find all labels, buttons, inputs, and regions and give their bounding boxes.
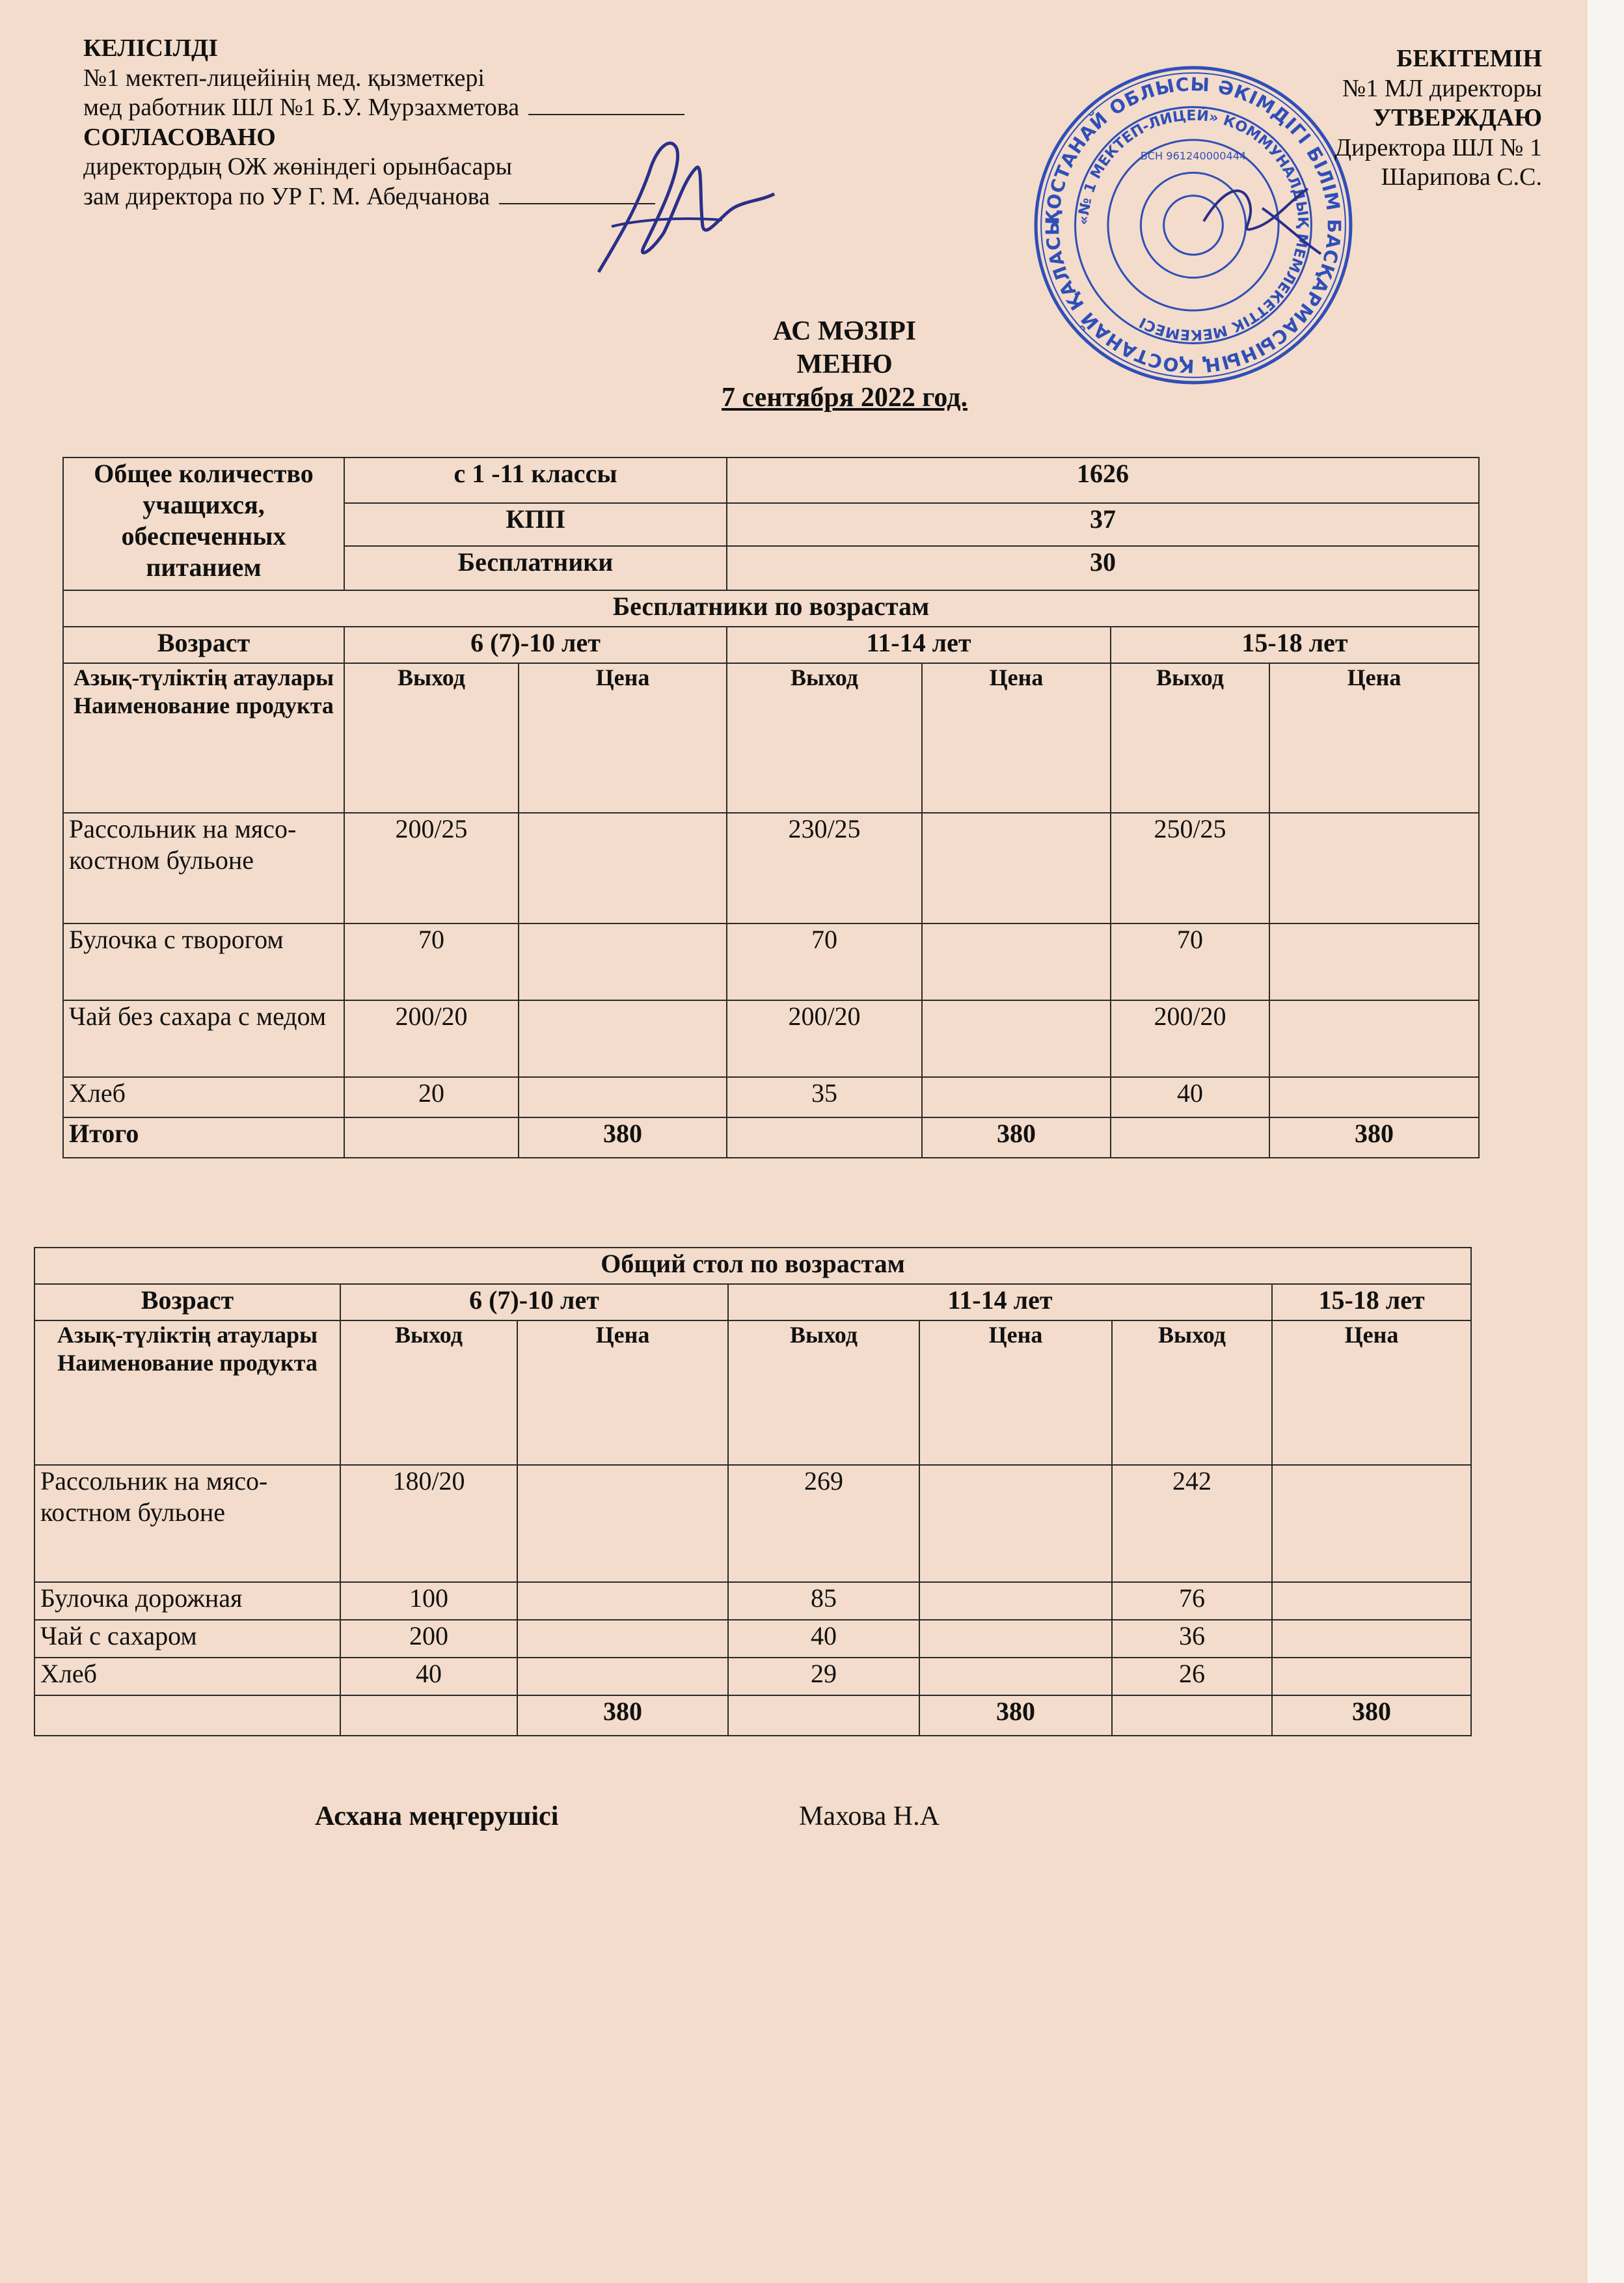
table-row	[34, 1465, 1471, 1582]
agreed-line-4-text: зам директора по УР Г. М. Абедчанова	[83, 182, 490, 210]
price-cell	[922, 813, 1111, 923]
col-price: Цена	[517, 1320, 728, 1465]
title-date: 7 сентября 2022 год.	[722, 383, 968, 413]
row-value: 1626	[727, 458, 1479, 503]
col-price: Цена	[1269, 663, 1479, 813]
price-cell	[517, 1620, 728, 1658]
total-value: 380	[922, 1117, 1111, 1158]
product-name: Чай без сахара с медом	[63, 1000, 344, 1077]
approved-line-3: Шарипова С.С.	[1381, 163, 1542, 191]
out-value: 70	[1111, 923, 1269, 1000]
age-label: Возраст	[34, 1284, 340, 1320]
out-value: 70	[344, 923, 519, 1000]
col-price: Цена	[922, 663, 1111, 813]
col-price: Цена	[1272, 1320, 1471, 1465]
empty-cell	[727, 1117, 922, 1158]
price-cell	[519, 923, 727, 1000]
total-value: 380	[1272, 1695, 1471, 1736]
price-cell	[1272, 1658, 1471, 1695]
age-group: 6 (7)-10 лет	[340, 1284, 728, 1320]
product-name: Чай с сахаром	[34, 1620, 340, 1658]
price-cell	[1269, 923, 1479, 1000]
out-value: 200/25	[344, 813, 519, 923]
signature-image	[573, 129, 781, 279]
table-row	[34, 1620, 1471, 1658]
total-value: 380	[1269, 1117, 1479, 1158]
agreed-line-2	[83, 93, 684, 123]
agreed-line-2-text: мед работник ШЛ №1 Б.У. Мурзахметова	[83, 94, 520, 122]
total-value: 380	[519, 1117, 727, 1158]
title-line-2: МЕНЮ	[796, 349, 893, 380]
row-label: Бесплатники	[344, 546, 727, 590]
section-title: Общий стол по возрастам	[34, 1248, 1471, 1284]
stamp-outer-text: ҚОСТАНАЙ ОБЛЫСЫ ӘКІМДІГІ БІЛІМ БАСҚАРМАСЫНЫҢ ҚОСТАНАЙ ҚАЛАСЫ	[1042, 73, 1345, 377]
product-name: Рассольник на мясо-костном бульоне	[63, 813, 344, 923]
out-value: 29	[728, 1658, 919, 1695]
out-value: 100	[340, 1582, 517, 1620]
stamp-bin: БСН 961240000444	[1140, 150, 1247, 163]
price-cell	[919, 1465, 1112, 1582]
price-cell	[1272, 1620, 1471, 1658]
out-value: 36	[1112, 1620, 1272, 1658]
approved-heading: БЕКІТЕМІН	[1396, 45, 1542, 72]
table-row	[34, 1658, 1471, 1695]
stamp-inner-text: «№ 1 МЕКТЕП-ЛИЦЕЙ» КОММУНАЛДЫҚ МЕМЛЕКЕТТІК МЕКЕМЕСІ	[1075, 107, 1312, 344]
price-cell	[1269, 1077, 1479, 1117]
col-out: Выход	[344, 663, 519, 813]
agreed-line-3: директордың ОЖ жөніндегі орынбасары	[83, 153, 512, 181]
col-out: Выход	[728, 1320, 919, 1465]
footer-role: Асхана меңгерушісі	[315, 1801, 559, 1831]
signature-line	[528, 96, 684, 115]
total-students-label: Общее количество учащихся, обеспеченных питанием	[63, 458, 344, 590]
out-value: 26	[1112, 1658, 1272, 1695]
out-value: 250/25	[1111, 813, 1269, 923]
total-value: 380	[517, 1695, 728, 1736]
price-cell	[922, 923, 1111, 1000]
col-price: Цена	[519, 663, 727, 813]
table-row	[34, 1582, 1471, 1620]
approved-line-2: Директора ШЛ № 1	[1334, 133, 1542, 161]
product-label: Азық-түліктің атаулары Наименование продукта	[34, 1320, 340, 1465]
price-cell	[1269, 813, 1479, 923]
total-value: 380	[919, 1695, 1112, 1736]
agreed-heading: КЕЛІСІЛДІ	[83, 34, 218, 62]
product-name: Рассольник на мясо-костном бульоне	[34, 1465, 340, 1582]
product-name: Хлеб	[34, 1658, 340, 1695]
out-value: 70	[727, 923, 922, 1000]
price-cell	[919, 1582, 1112, 1620]
agreed-line-1: №1 мектеп-лицейінің мед. қызметкері	[83, 64, 485, 92]
age-group: 15-18 лет	[1272, 1284, 1471, 1320]
out-value: 200/20	[1111, 1000, 1269, 1077]
free-meals-table	[62, 457, 1480, 1158]
document-title	[0, 315, 1624, 415]
total-row	[63, 1117, 1479, 1158]
col-out: Выход	[340, 1320, 517, 1465]
out-value: 40	[340, 1658, 517, 1695]
table-row	[63, 813, 1479, 923]
agreed-heading-2: СОГЛАСОВАНО	[83, 123, 276, 151]
title-line-1: АС МӘЗІРІ	[772, 316, 917, 346]
out-value: 40	[728, 1620, 919, 1658]
price-cell	[922, 1000, 1111, 1077]
product-name: Хлеб	[63, 1077, 344, 1117]
price-cell	[519, 1077, 727, 1117]
price-cell	[1269, 1000, 1479, 1077]
out-value: 200/20	[727, 1000, 922, 1077]
empty-cell	[1111, 1117, 1269, 1158]
out-value: 76	[1112, 1582, 1272, 1620]
footer-name: Махова Н.А	[799, 1801, 940, 1831]
price-cell	[1272, 1582, 1471, 1620]
product-name: Булочка с творогом	[63, 923, 344, 1000]
price-cell	[519, 1000, 727, 1077]
price-cell	[517, 1658, 728, 1695]
col-out: Выход	[1112, 1320, 1272, 1465]
age-group: 6 (7)-10 лет	[344, 627, 727, 663]
out-value: 200/20	[344, 1000, 519, 1077]
price-cell	[919, 1658, 1112, 1695]
age-group: 11-14 лет	[727, 627, 1111, 663]
price-cell	[922, 1077, 1111, 1117]
out-value: 230/25	[727, 813, 922, 923]
out-value: 269	[728, 1465, 919, 1582]
row-value: 37	[727, 503, 1479, 546]
out-value: 35	[727, 1077, 922, 1117]
row-label: с 1 -11 классы	[344, 458, 727, 503]
empty-cell	[1112, 1695, 1272, 1736]
age-label: Возраст	[63, 627, 344, 663]
approved-block	[1334, 44, 1542, 193]
section-title: Бесплатники по возрастам	[63, 590, 1479, 627]
col-price: Цена	[919, 1320, 1112, 1465]
approved-heading-2: УТВЕРЖДАЮ	[1373, 104, 1542, 132]
price-cell	[919, 1620, 1112, 1658]
out-value: 40	[1111, 1077, 1269, 1117]
product-name: Булочка дорожная	[34, 1582, 340, 1620]
price-cell	[1272, 1465, 1471, 1582]
row-label: КПП	[344, 503, 727, 546]
out-value: 20	[344, 1077, 519, 1117]
out-value: 242	[1112, 1465, 1272, 1582]
empty-cell	[34, 1695, 340, 1736]
table-row	[63, 1077, 1479, 1117]
price-cell	[519, 813, 727, 923]
empty-cell	[344, 1117, 519, 1158]
out-value: 200	[340, 1620, 517, 1658]
approved-line-1: №1 МЛ директоры	[1342, 74, 1542, 102]
table-row	[63, 923, 1479, 1000]
price-cell	[517, 1465, 728, 1582]
general-meals-table	[34, 1247, 1472, 1736]
product-label: Азық-түліктің атаулары Наименование продукта	[63, 663, 344, 813]
total-label: Итого	[63, 1117, 344, 1158]
out-value: 85	[728, 1582, 919, 1620]
out-value: 180/20	[340, 1465, 517, 1582]
col-out: Выход	[727, 663, 922, 813]
director-signature	[1197, 163, 1327, 260]
table-row	[63, 1000, 1479, 1077]
total-row	[34, 1695, 1471, 1736]
empty-cell	[728, 1695, 919, 1736]
age-group: 11-14 лет	[728, 1284, 1272, 1320]
age-group: 15-18 лет	[1111, 627, 1479, 663]
row-value: 30	[727, 546, 1479, 590]
price-cell	[517, 1582, 728, 1620]
col-out: Выход	[1111, 663, 1269, 813]
empty-cell	[340, 1695, 517, 1736]
